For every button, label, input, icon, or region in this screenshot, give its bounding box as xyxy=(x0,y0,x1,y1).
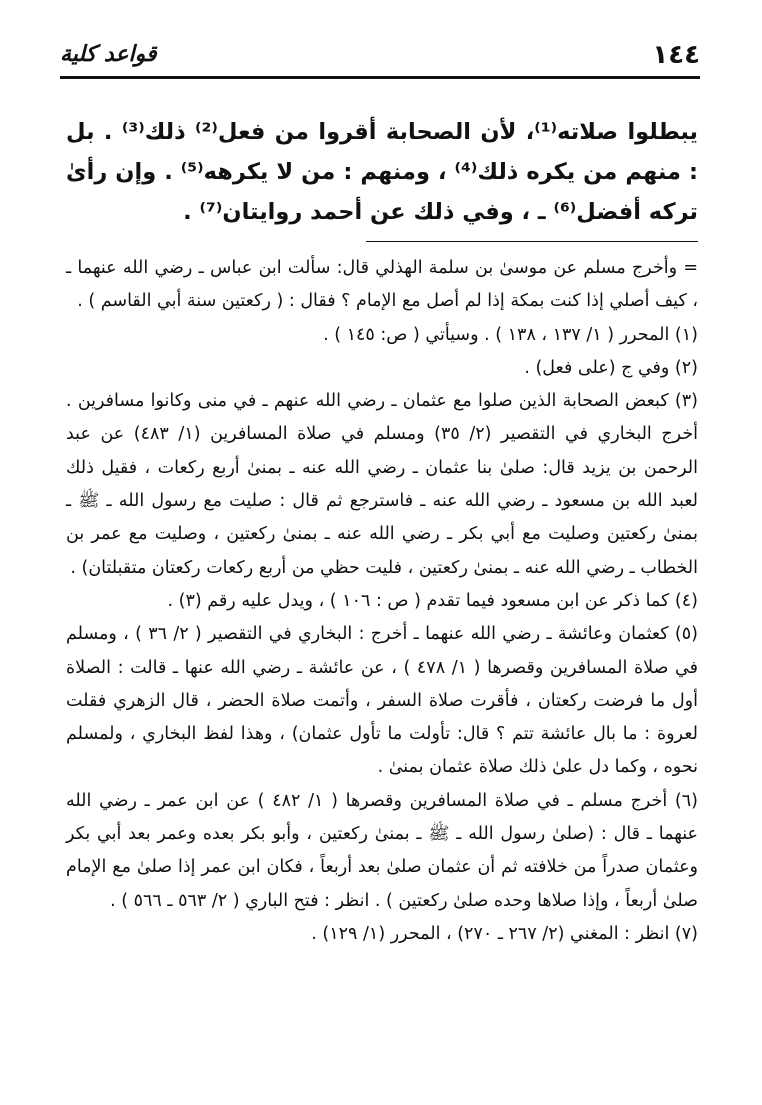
running-title: قواعد كلية xyxy=(60,42,157,67)
footnote-continuation: = وأخرج مسلم عن موسىٰ بن سلمة الهذلي قال: سألت ابن عباس ـ رضي الله عنهما ـ ، كيف أصلي إذا كنت بمكة إذا لم أصل مع الإمام ؟ فقال : ( ركعتين سنة أبي القاسم ) . xyxy=(66,258,698,312)
footnote-1: (١) المحرر ( ١/ ١٣٧ ، ١٣٨ ) . وسيأتي ( ص: ١٤٥ ) . xyxy=(323,324,698,345)
main-text xyxy=(66,112,698,232)
footnotes xyxy=(66,252,698,951)
footnote-divider xyxy=(366,241,698,242)
footnote-2: (٢) وفي ج (على فعل) . xyxy=(524,357,698,378)
footnote-5: (٥) كعثمان وعائشة ـ رضي الله عنهما ـ أخرج : البخاري في التقصير ( ٢/ ٣٦ ) ، ومسلم في صلاة المسافرين وقصرها ( ١/ ٤٧٨ ) ، عن عائشة ـ رضي الله عنها ـ قالت : الصلاة أول ما فرضت ركعتان ، فأقرت صلاة السفر ، وأتمت صلاة الحضر ، قال الزهري فقلت لعروة : ما بال عائشة تتم ؟ قال: تأولت ما تأول عثمان) ، وهذا لفظ البخاري ، ولمسلم نحوه ، وكما دل علىٰ ذلك صلاة عثمان بمنىٰ . xyxy=(66,624,698,778)
page-number: ١٤٤ xyxy=(652,40,700,70)
footnote-7: (٧) انظر : المغني (٢/ ٢٦٧ ـ ٢٧٠) ، المحرر (١/ ١٢٩) . xyxy=(311,923,698,944)
header-divider xyxy=(60,76,700,79)
footnote-6: (٦) أخرج مسلم ـ في صلاة المسافرين وقصرها ( ١/ ٤٨٢ ) عن ابن عمر ـ رضي الله عنهما ـ قال : (صلىٰ رسول الله ـ ﷺ ـ بمنىٰ ركعتين ، وأبو بكر بعده وعمر بعد أبي بكر وعثمان صدراً من خلافته ثم أن عثمان صلىٰ بعد أربعاً ، فكان ابن عمر إذا صلىٰ مع الإمام صلىٰ أربعاً ، وإذا صلاها وحده صلىٰ ركعتين ) . انظر : فتح الباري ( ٢/ ٥٦٣ ـ ٥٦٦ ) . xyxy=(66,790,698,911)
page-header xyxy=(60,40,700,74)
footnote-3: (٣) كبعض الصحابة الذين صلوا مع عثمان ـ رضي الله عنهم ـ في منى وكانوا مسافرين . أخرج البخاري في التقصير (٢/ ٣٥) ومسلم في صلاة المسافرين (١/ ٤٨٣) عن عبد الرحمن بن يزيد قال: صلىٰ بنا عثمان ـ رضي الله عنه ـ بمنىٰ أربع ركعات ، فقيل ذلك لعبد الله بن مسعود ـ رضي الله عنه ـ فاسترجع ثم قال : صليت مع رسول الله ـ ﷺ ـ بمنىٰ ركعتين وصليت مع أبي بكر ـ رضي الله عنه ـ بمنىٰ ركعتين ، وصليت مع عمر بن الخطاب ـ رضي الله عنه ـ بمنىٰ ركعتين ، فليت حظي من أربع ركعات ركعتان متقبلتان) . xyxy=(66,391,698,578)
footnote-4: (٤) كما ذكر عن ابن مسعود فيما تقدم ( ص : ١٠٦ ) ، ويدل عليه رقم (٣) . xyxy=(167,590,698,611)
main-paragraph: يبطلوا صلاته⁽¹⁾، لأن الصحابة أقروا من فعل⁽²⁾ ذلك⁽³⁾ . بل : منهم من يكره ذلك⁽⁴⁾ ، ومنهم : من لا يكرهه⁽⁵⁾ . وإن رأىٰ تركه أفضل⁽⁶⁾ ـ ، وفي ذلك عن أحمد روايتان⁽⁷⁾ . xyxy=(66,119,698,225)
